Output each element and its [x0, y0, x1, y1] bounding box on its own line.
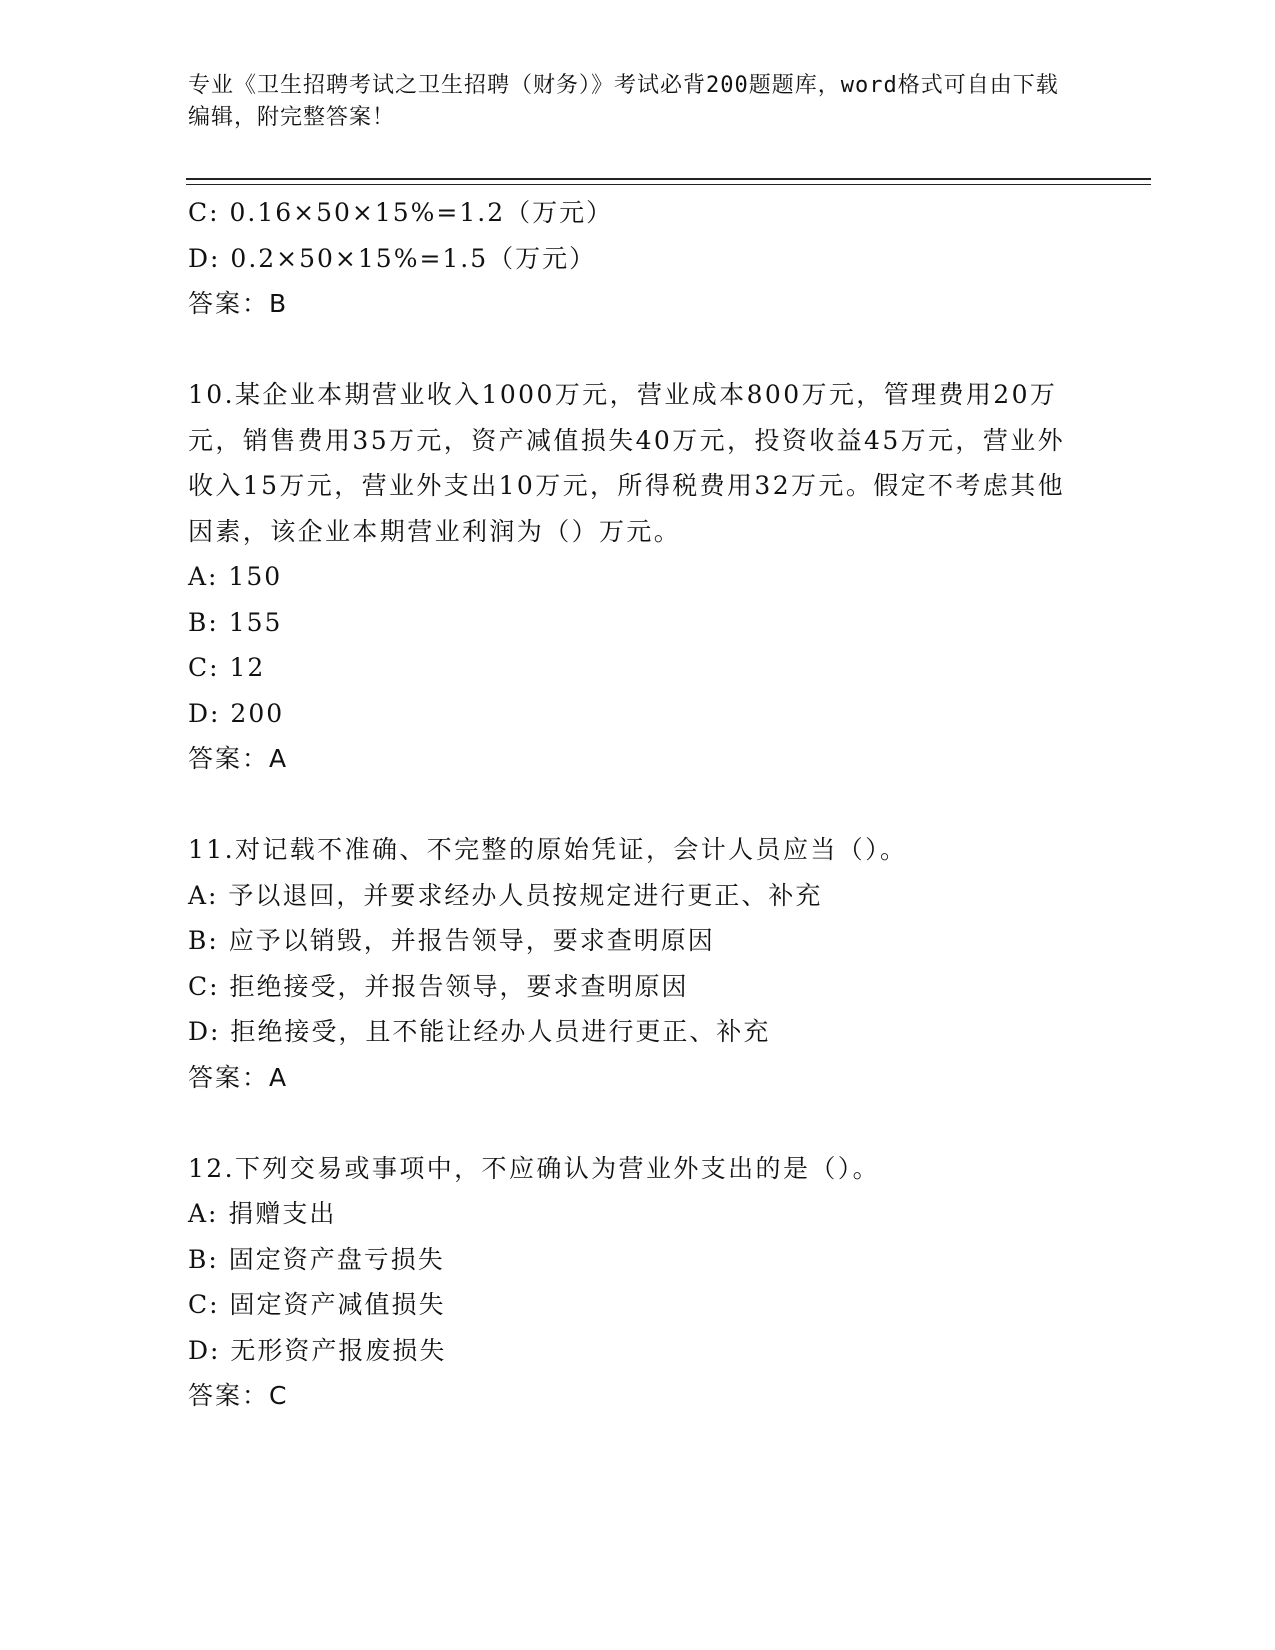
spacer	[188, 1100, 1088, 1146]
option-b: B: 155	[188, 607, 283, 637]
option-b: B: 固定资产盘亏损失	[188, 1244, 445, 1274]
spacer	[188, 782, 1088, 828]
question-content	[188, 190, 1088, 1419]
spacer	[188, 327, 1088, 373]
option-a: A: 150	[188, 562, 283, 591]
answer-line: 答案：A	[188, 744, 289, 773]
question-stem: 11.对记载不准确、不完整的原始凭证，会计人员应当（）。	[188, 835, 908, 864]
option-d: D: 0.2×50×15%=1.5（万元）	[188, 243, 597, 273]
option-c: C: 0.16×50×15%=1.2（万元）	[188, 198, 614, 227]
option-d: D: 拒绝接受，且不能让经办人员进行更正、补充	[188, 1017, 771, 1046]
option-d: D: 无形资产报废损失	[188, 1335, 447, 1365]
option-d: D: 200	[188, 698, 285, 728]
option-c: C: 固定资产减值损失	[188, 1290, 446, 1319]
header-rule-thick	[186, 178, 1151, 180]
question-stem: 12.下列交易或事项中，不应确认为营业外支出的是（）。	[188, 1153, 881, 1183]
option-c: C: 拒绝接受，并报告领导，要求查明原因	[188, 971, 689, 1001]
question-stem: 10.某企业本期营业收入1000万元，营业成本800万元，管理费用20万元，销售费用35万元，资产减值损失40万元，投资收益45万元，营业外收入15万元，营业外支出10万元，所得税费用32万元。假定不考虑其他因素，该企业本期营业利润为（）万元。	[188, 380, 1066, 546]
answer-line: 答案：B	[188, 289, 289, 318]
option-c: C: 12	[188, 653, 266, 682]
option-b: B: 应予以销毁，并报告领导，要求查明原因	[188, 926, 715, 955]
document-header: 专业《卫生招聘考试之卫生招聘（财务）》考试必背200题题库，word格式可自由下载编辑，附完整答案！	[188, 73, 1059, 130]
answer-line: 答案：A	[188, 1062, 289, 1092]
header-rule-thin	[186, 184, 1151, 185]
option-a: A: 予以退回，并要求经办人员按规定进行更正、补充	[188, 880, 823, 910]
option-a: A: 捐赠支出	[188, 1199, 337, 1228]
answer-line: 答案：C	[188, 1381, 289, 1410]
